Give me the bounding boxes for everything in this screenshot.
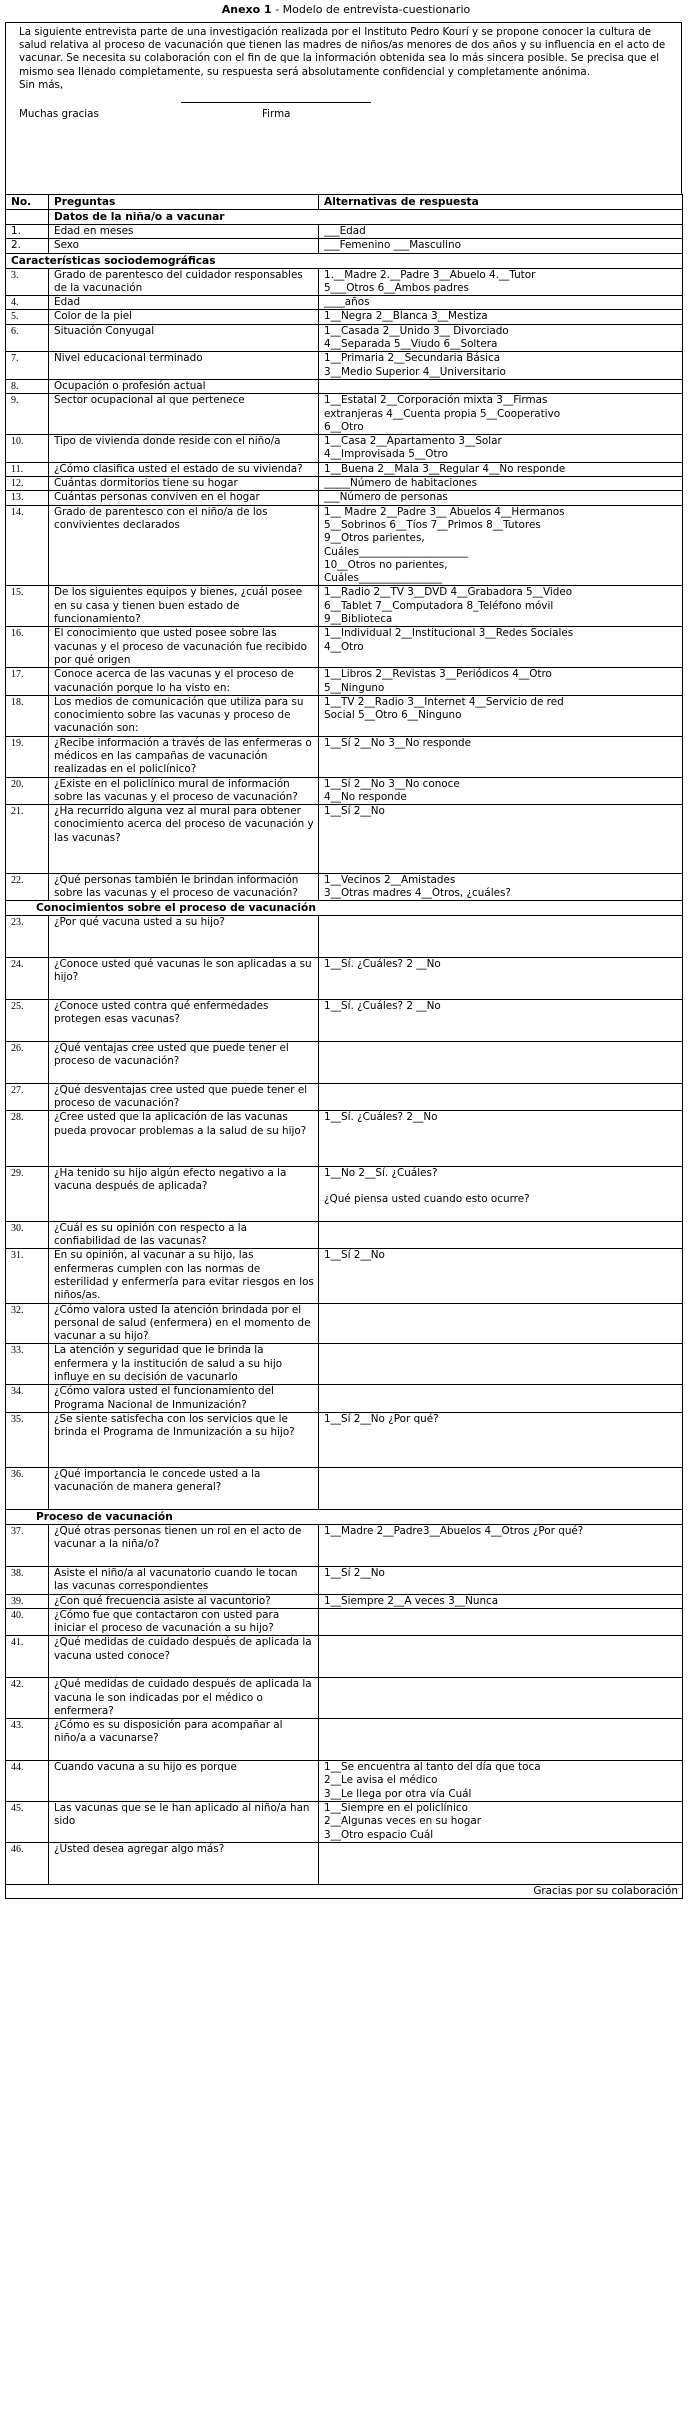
question-text: Color de la piel <box>49 310 319 324</box>
question-row <box>6 324 683 352</box>
answer-cell[interactable] <box>319 1385 683 1413</box>
question-row <box>6 805 683 874</box>
question-text: ¿Qué medidas de cuidado después de aplicada la vacuna le son indicadas por el médico o enfermera? <box>49 1678 319 1719</box>
answer-cell[interactable] <box>319 1111 683 1166</box>
question-row <box>6 1608 683 1636</box>
question-row <box>6 462 683 476</box>
answer-cell[interactable] <box>319 1525 683 1567</box>
question-text: ¿Cómo clasifica usted el estado de su vivienda? <box>49 462 319 476</box>
question-number: 41. <box>6 1636 49 1678</box>
answer-cell[interactable] <box>319 1608 683 1636</box>
answer-option-line[interactable]: 1__Negra 2__Blanca 3__Mestiza <box>324 310 488 323</box>
question-row <box>6 668 683 696</box>
question-number: 34. <box>6 1385 49 1413</box>
answer-cell[interactable] <box>319 1594 683 1608</box>
answer-cell[interactable] <box>319 736 683 777</box>
question-row <box>6 1111 683 1166</box>
section-title: Características sociodemográficas <box>6 253 683 268</box>
question-number: 25. <box>6 1000 49 1042</box>
answer-option-line[interactable]: 1__Siempre 2__A veces 3__Nunca <box>324 1594 499 1607</box>
question-row <box>6 1842 683 1884</box>
answer-cell[interactable] <box>319 435 683 463</box>
answer-option-line[interactable]: 4__Improvisada 5__Otro <box>324 448 448 461</box>
question-row <box>6 1083 683 1111</box>
answer-option-line[interactable]: 1__Sí 2__No <box>324 1566 385 1579</box>
signature-label: Firma <box>262 108 291 121</box>
answer-option-line[interactable]: 1__Sí 2__No 3__No conoce <box>324 777 460 790</box>
question-number: 12. <box>6 477 49 491</box>
answer-cell[interactable] <box>319 1344 683 1385</box>
answer-option-line[interactable]: _____Número de habitaciones <box>324 477 478 490</box>
question-number: 16. <box>6 627 49 668</box>
question-text: ¿Conoce usted qué vacunas le son aplicadas a su hijo? <box>49 958 319 1000</box>
question-number: 36. <box>6 1468 49 1510</box>
header-no: No. <box>6 195 49 210</box>
header-answers: Alternativas de respuesta <box>319 195 683 210</box>
answer-cell[interactable] <box>319 1412 683 1467</box>
question-row <box>6 1801 683 1842</box>
question-row <box>6 1525 683 1567</box>
question-row <box>6 1636 683 1678</box>
answer-cell[interactable] <box>319 1801 683 1842</box>
question-text: Tipo de vivienda donde reside con el niño/a <box>49 435 319 463</box>
question-text: ¿Cómo es su disposición para acompañar al niño/a a vacunarse? <box>49 1719 319 1761</box>
question-number: 22. <box>6 873 49 901</box>
answer-cell[interactable] <box>319 873 683 901</box>
answer-option-line[interactable]: ___Edad <box>324 225 366 237</box>
question-row <box>6 873 683 901</box>
question-number: 30. <box>6 1221 49 1249</box>
answer-cell[interactable] <box>319 1041 683 1083</box>
question-number: 39. <box>6 1594 49 1608</box>
question-text: ¿Qué medidas de cuidado después de aplicada la vacuna usted conoce? <box>49 1636 319 1678</box>
signature-row <box>19 108 673 122</box>
question-number: 28. <box>6 1111 49 1166</box>
question-row <box>6 379 683 393</box>
question-text: Sexo <box>49 239 319 253</box>
question-row <box>6 1594 683 1608</box>
question-text: Sector ocupacional al que pertenece <box>49 394 319 435</box>
answer-cell[interactable] <box>319 505 683 586</box>
question-number: 31. <box>6 1249 49 1303</box>
question-number: 10. <box>6 435 49 463</box>
question-number: 40. <box>6 1608 49 1636</box>
answer-option-line[interactable]: 2__Algunas veces en su hogar <box>324 1815 481 1828</box>
question-row <box>6 1221 683 1249</box>
section-header-row <box>6 253 683 268</box>
answer-option-line[interactable]: 1__Sí 2__No <box>324 805 385 818</box>
answer-gap <box>324 1180 678 1193</box>
answer-option-line[interactable]: ___Femenino ___Masculino <box>324 239 461 252</box>
answer-cell[interactable] <box>319 394 683 435</box>
answer-cell[interactable] <box>319 805 683 874</box>
question-text: ¿Ha recurrido alguna vez al mural para obtener conocimiento acerca del proceso de vacunación y las vacunas? <box>49 805 319 874</box>
question-number: 7. <box>6 352 49 380</box>
answer-option-line[interactable]: 1__No 2__Sí. ¿Cuáles? <box>324 1166 438 1179</box>
intro-closing: Sin más, <box>19 78 64 91</box>
answer-cell[interactable] <box>319 695 683 736</box>
question-text: ¿Recibe información a través de las enfermeras o médicos en las campañas de vacunación realizadas en el policlínico? <box>49 736 319 777</box>
table-footer-row <box>6 1884 683 1898</box>
section-blank-cell <box>6 210 49 225</box>
question-number: 2. <box>6 239 49 253</box>
answer-option-line[interactable]: ___Número de personas <box>324 491 448 504</box>
title-annex-label: Anexo 1 <box>221 3 272 16</box>
answer-cell[interactable] <box>319 352 683 380</box>
answer-option-line[interactable]: 1__ Madre 2__Padre 3__ Abuelos 4__Hermanos <box>324 505 565 518</box>
question-text: ¿Qué personas también le brindan información sobre las vacunas y el proceso de vacunación? <box>49 873 319 901</box>
table-body <box>6 210 683 1885</box>
section-title: Datos de la niña/o a vacunar <box>49 210 683 225</box>
answer-cell[interactable] <box>319 1166 683 1221</box>
question-text: ¿Usted desea agregar algo más? <box>49 1842 319 1884</box>
answer-option-line[interactable]: 10__Otros no parientes, <box>324 558 448 571</box>
answer-option-line[interactable]: 1__Sí 2__No 3__No responde <box>324 736 472 749</box>
answer-option-line[interactable]: 1__Sí. ¿Cuáles? 2 __No <box>324 1000 441 1013</box>
question-number: 33. <box>6 1344 49 1385</box>
question-number: 38. <box>6 1566 49 1594</box>
thanks-text: Muchas gracias <box>19 108 99 121</box>
question-number: 46. <box>6 1842 49 1884</box>
question-row <box>6 296 683 310</box>
question-number: 42. <box>6 1678 49 1719</box>
question-number: 21. <box>6 805 49 874</box>
question-text: Cuántas personas conviven en el hogar <box>49 491 319 505</box>
question-number: 24. <box>6 958 49 1000</box>
question-row <box>6 239 683 253</box>
answer-option-line[interactable]: 1__Sí 2__No <box>324 1249 385 1262</box>
answer-option-line[interactable]: 1__Vecinos 2__Amistades <box>324 873 456 886</box>
intro-box <box>5 22 682 194</box>
question-number: 44. <box>6 1761 49 1802</box>
question-text: La atención y seguridad que le brinda la enfermera y la institución de salud a su hijo influye en su decisión de vacunarlo <box>49 1344 319 1385</box>
question-text: Situación Conyugal <box>49 324 319 352</box>
answer-option-line[interactable]: 1__Casada 2__Unido 3__ Divorciado <box>324 324 509 337</box>
question-row <box>6 505 683 586</box>
answer-cell[interactable] <box>319 239 683 253</box>
answer-option-line[interactable]: 6__Otro <box>324 420 364 433</box>
answer-option-line[interactable]: 1.__Madre 2.__Padre 3__Abuelo 4.__Tutor <box>324 268 536 281</box>
answer-option-line[interactable]: 1__Siempre en el policlínico <box>324 1801 468 1814</box>
answer-option-line[interactable]: ____años <box>324 296 370 309</box>
answer-option-line[interactable]: 1__Primaria 2__Secundaria Básica <box>324 352 501 365</box>
section-title: Proceso de vacunación <box>6 1510 683 1525</box>
question-text: Conoce acerca de las vacunas y el proceso de vacunación porque lo ha visto en: <box>49 668 319 696</box>
footer-thanks: Gracias por su colaboración <box>6 1884 683 1898</box>
answer-cell[interactable] <box>319 668 683 696</box>
answer-cell[interactable] <box>319 1249 683 1303</box>
title-description: - Modelo de entrevista-cuestionario <box>271 3 471 16</box>
answer-cell[interactable] <box>319 477 683 491</box>
question-text: ¿Por qué vacuna usted a su hijo? <box>49 916 319 958</box>
answer-option-line[interactable]: Social 5__Otro 6__Ninguno <box>324 709 462 722</box>
question-text: ¿Se siente satisfecha con los servicios que le brinda el Programa de Inmunización a su hijo? <box>49 1412 319 1467</box>
question-text: Edad en meses <box>49 225 319 239</box>
question-number: 13. <box>6 491 49 505</box>
question-number: 19. <box>6 736 49 777</box>
answer-option-line[interactable]: 1__Casa 2__Apartamento 3__Solar <box>324 435 502 448</box>
answer-option-line[interactable]: 9__Biblioteca <box>324 613 393 626</box>
answer-cell[interactable] <box>319 491 683 505</box>
answer-option-line[interactable]: 1__Sí 2__No ¿Por qué? <box>324 1412 439 1425</box>
answer-cell[interactable] <box>319 1636 683 1678</box>
answer-option-line[interactable]: 5___Otros 6__Ambos padres <box>324 281 469 294</box>
question-number: 5. <box>6 310 49 324</box>
question-text: ¿Qué desventajas cree usted que puede tener el proceso de vacunación? <box>49 1083 319 1111</box>
question-number: 23. <box>6 916 49 958</box>
answer-option-line[interactable]: 1__Individual 2__Institucional 3__Redes Sociales <box>324 627 574 640</box>
question-text: Cuando vacuna a su hijo es porque <box>49 1761 319 1802</box>
question-number: 17. <box>6 668 49 696</box>
question-number: 6. <box>6 324 49 352</box>
question-row <box>6 477 683 491</box>
question-row <box>6 736 683 777</box>
question-row <box>6 491 683 505</box>
question-row <box>6 310 683 324</box>
question-number: 18. <box>6 695 49 736</box>
question-number: 26. <box>6 1041 49 1083</box>
answer-cell[interactable] <box>319 1761 683 1802</box>
question-number: 29. <box>6 1166 49 1221</box>
answer-option-line[interactable]: 1__Radio 2__TV 3__DVD 4__Grabadora 5__Video <box>324 586 573 599</box>
intro-text: La siguiente entrevista parte de una investigación realizada por el Instituto Pedro Kourí y se propone conocer la cultura de salud relativa al proceso de vacunación que tienen las madres de niños/as menores de dos años y su influencia en el acto de vacunar. Se necesita su colaboración con el fin de que la información obtenida sea lo más sincera posible. Se precisa que el mismo sea llenado completamente, su respuesta será absolutamente confidencial y completamente anónima. <box>19 26 666 78</box>
answer-option-line[interactable]: 3__Medio Superior 4__Universitario <box>324 365 506 378</box>
answer-cell[interactable] <box>319 324 683 352</box>
answer-option-line[interactable]: 1__Sí. ¿Cuáles? 2__No <box>324 1111 438 1124</box>
signature-line[interactable] <box>181 102 371 103</box>
question-number: 4. <box>6 296 49 310</box>
header-question: Preguntas <box>49 195 319 210</box>
question-text: Nivel educacional terminado <box>49 352 319 380</box>
question-text: Grado de parentesco con el niño/a de los convivientes declarados <box>49 505 319 586</box>
question-row <box>6 394 683 435</box>
question-text: Los medios de comunicación que utiliza para su conocimiento sobre las vacunas y proceso de vacunación son: <box>49 695 319 736</box>
answer-cell[interactable] <box>319 916 683 958</box>
question-text: Edad <box>49 296 319 310</box>
answer-cell[interactable] <box>319 379 683 393</box>
section-title: Conocimientos sobre el proceso de vacunación <box>6 901 683 916</box>
answer-cell[interactable] <box>319 1221 683 1249</box>
question-row <box>6 1412 683 1467</box>
answer-option-line[interactable]: Cuáles________________ <box>324 572 443 585</box>
question-text: ¿Cómo valora usted el funcionamiento del Programa Nacional de Inmunización? <box>49 1385 319 1413</box>
answer-cell[interactable] <box>319 1719 683 1761</box>
answer-option-line[interactable]: 4__No responde <box>324 790 407 803</box>
question-row <box>6 268 683 296</box>
question-number: 11. <box>6 462 49 476</box>
question-number: 45. <box>6 1801 49 1842</box>
answer-option-line[interactable]: 3__Le llega por otra vía Cuál <box>324 1787 472 1800</box>
question-number: 14. <box>6 505 49 586</box>
question-text: ¿Qué ventajas cree usted que puede tener el proceso de vacunación? <box>49 1041 319 1083</box>
question-text: ¿Ha tenido su hijo algún efecto negativo a la vacuna después de aplicada? <box>49 1166 319 1221</box>
question-number: 27. <box>6 1083 49 1111</box>
question-row <box>6 1041 683 1083</box>
answer-cell[interactable] <box>319 1842 683 1884</box>
question-text: ¿Cómo fue que contactaron con usted para iniciar el proceso de vacunación a su hijo? <box>49 1608 319 1636</box>
section-header-row <box>6 210 683 225</box>
question-row <box>6 1385 683 1413</box>
answer-cell[interactable] <box>319 462 683 476</box>
answer-option-line[interactable]: 4__Separada 5__Viudo 6__Soltera <box>324 338 498 351</box>
question-text: Cuántas dormitorios tiene su hogar <box>49 477 319 491</box>
answer-cell[interactable] <box>319 1083 683 1111</box>
question-text: Grado de parentesco del cuidador responsables de la vacunación <box>49 268 319 296</box>
question-number: 1. <box>6 225 49 239</box>
question-number: 35. <box>6 1412 49 1467</box>
question-row <box>6 352 683 380</box>
question-text: ¿Cuál es su opinión con respecto a la confiabilidad de las vacunas? <box>49 1221 319 1249</box>
question-row <box>6 916 683 958</box>
answer-cell[interactable] <box>319 958 683 1000</box>
question-number: 9. <box>6 394 49 435</box>
answer-option-line[interactable]: 3__Otro espacio Cuál <box>324 1828 434 1841</box>
answer-cell[interactable] <box>319 1566 683 1594</box>
question-row <box>6 1000 683 1042</box>
answer-cell[interactable] <box>319 225 683 239</box>
question-row <box>6 1166 683 1221</box>
question-text: ¿Qué importancia le concede usted a la vacunación de manera general? <box>49 1468 319 1510</box>
answer-option-line[interactable]: 5__Ninguno <box>324 681 385 694</box>
answer-cell[interactable] <box>319 1468 683 1510</box>
answer-option-line[interactable]: 1__Sí. ¿Cuáles? 2 __No <box>324 958 441 971</box>
question-text: ¿Con qué frecuencia asiste al vacuntorio? <box>49 1594 319 1608</box>
document-title <box>0 0 692 22</box>
answer-cell[interactable] <box>319 586 683 627</box>
answer-cell[interactable] <box>319 1000 683 1042</box>
question-number: 43. <box>6 1719 49 1761</box>
answer-option-line[interactable]: extranjeras 4__Cuenta propia 5__Cooperativo <box>324 407 561 420</box>
answer-option-line[interactable]: 5__Sobrinos 6__Tíos 7__Primos 8__Tutores <box>324 518 541 531</box>
answer-option-line[interactable]: 2__Le avisa el médico <box>324 1774 438 1787</box>
question-row <box>6 1249 683 1303</box>
question-text: ¿Cree usted que la aplicación de las vacunas pueda provocar problemas a la salud de su hijo? <box>49 1111 319 1166</box>
question-text: Las vacunas que se le han aplicado al niño/a han sido <box>49 1801 319 1842</box>
answer-cell[interactable] <box>319 1303 683 1344</box>
question-row <box>6 586 683 627</box>
question-text: El conocimiento que usted posee sobre las vacunas y el proceso de vacunación fue recibido por qué origen <box>49 627 319 668</box>
answer-option-line[interactable]: 1__Libros 2__Revistas 3__Periódicos 4__Otro <box>324 668 552 681</box>
question-text: Asiste el niño/a al vacunatorio cuando le tocan las vacunas correspondientes <box>49 1566 319 1594</box>
question-row <box>6 1678 683 1719</box>
answer-option-line[interactable]: 6__Tablet 7__Computadora 8_Teléfono móvil <box>324 599 554 612</box>
answer-cell[interactable] <box>319 268 683 296</box>
question-row <box>6 1344 683 1385</box>
question-text: ¿Existe en el policlínico mural de información sobre las vacunas y el proceso de vacunación? <box>49 777 319 805</box>
question-text: ¿Cómo valora usted la atención brindada por el personal de salud (enfermera) en el momento de vacunar a su hijo? <box>49 1303 319 1344</box>
question-row <box>6 627 683 668</box>
answer-cell[interactable] <box>319 310 683 324</box>
question-row <box>6 1566 683 1594</box>
question-text: En su opinión, al vacunar a su hijo, las enfermeras cumplen con las normas de esterilidad y enfermería para evitar riesgos en los niños/as. <box>49 1249 319 1303</box>
question-number: 3. <box>6 268 49 296</box>
question-number: 32. <box>6 1303 49 1344</box>
question-text: Ocupación o profesión actual <box>49 379 319 393</box>
answer-option-line[interactable]: 1__Buena 2__Mala 3__Regular 4__No responde <box>324 462 566 475</box>
answer-option-line[interactable]: 1__Estatal 2__Corporación mixta 3__Firmas <box>324 394 548 407</box>
answer-cell[interactable] <box>319 627 683 668</box>
answer-cell[interactable] <box>319 777 683 805</box>
question-row <box>6 958 683 1000</box>
question-row <box>6 225 683 239</box>
answer-option-line[interactable]: 1__TV 2__Radio 3__Internet 4__Servicio de red <box>324 695 564 708</box>
answer-option-line[interactable]: 1__Madre 2__Padre3__Abuelos 4__Otros ¿Por qué? <box>324 1525 584 1538</box>
answer-option-line[interactable]: 3__Otras madres 4__Otros, ¿cuáles? <box>324 886 511 899</box>
question-text: ¿Conoce usted contra qué enfermedades protegen esas vacunas? <box>49 1000 319 1042</box>
answer-option-line[interactable]: 9__Otros parientes, <box>324 532 425 545</box>
question-text: ¿Qué otras personas tienen un rol en el acto de vacunar a la niña/o? <box>49 1525 319 1567</box>
question-number: 37. <box>6 1525 49 1567</box>
answer-cell[interactable] <box>319 1678 683 1719</box>
question-row <box>6 1719 683 1761</box>
questionnaire-table <box>5 194 683 1899</box>
table-header-row <box>6 195 683 210</box>
question-row <box>6 1303 683 1344</box>
question-number: 15. <box>6 586 49 627</box>
question-row <box>6 1761 683 1802</box>
question-row <box>6 695 683 736</box>
answer-cell[interactable] <box>319 296 683 310</box>
question-number: 20. <box>6 777 49 805</box>
question-text: De los siguientes equipos y bienes, ¿cuál posee en su casa y tienen buen estado de funcionamiento? <box>49 586 319 627</box>
answer-option-line[interactable]: Cuáles_____________________ <box>324 545 469 558</box>
question-number: 8. <box>6 379 49 393</box>
question-row <box>6 1468 683 1510</box>
section-header-row <box>6 901 683 916</box>
answer-option-line[interactable]: 1__Se encuentra al tanto del día que toca <box>324 1761 541 1774</box>
answer-option-line[interactable]: 4__Otro <box>324 640 364 653</box>
section-header-row <box>6 1510 683 1525</box>
question-row <box>6 435 683 463</box>
question-row <box>6 777 683 805</box>
answer-option-line[interactable]: ¿Qué piensa usted cuando esto ocurre? <box>324 1192 530 1205</box>
